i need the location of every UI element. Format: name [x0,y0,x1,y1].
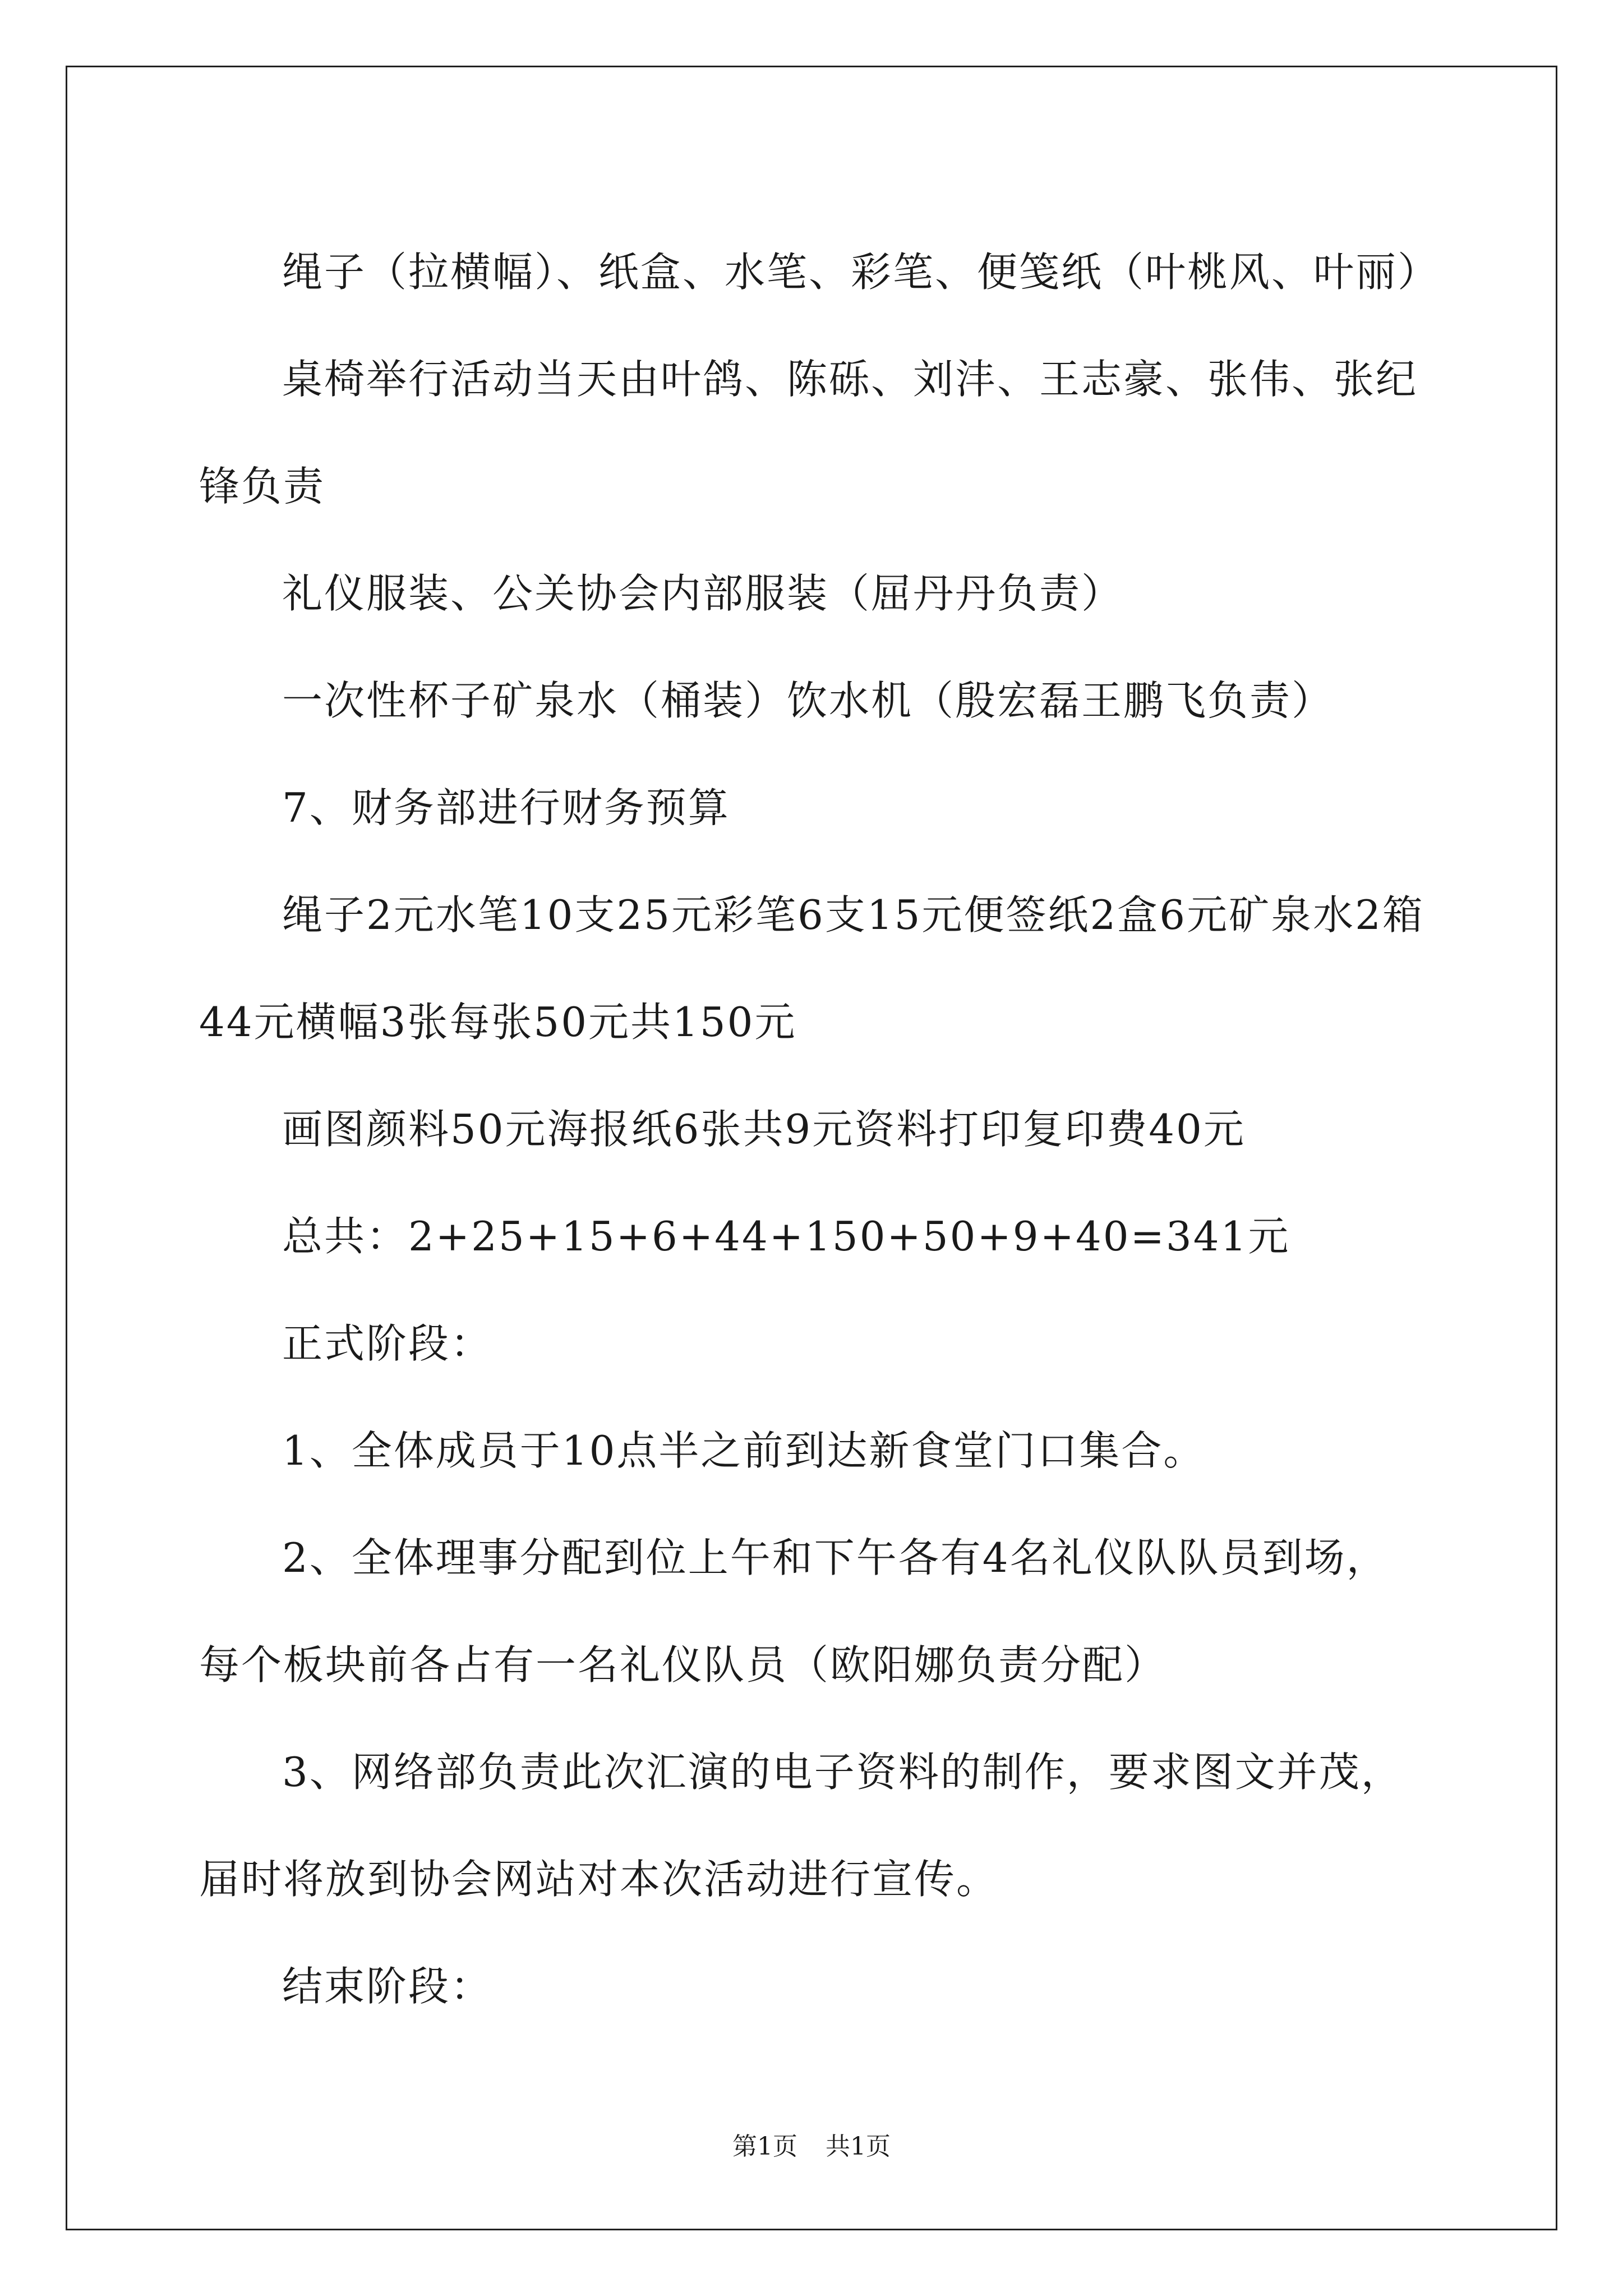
paragraph: 3、网络部负责此次汇演的电子资料的制作，要求图文并茂，届时将放到协会网站对本次活动进行宣传。 [199,1749,1403,1903]
paragraph: 7、财务部进行财务预算 [282,784,730,831]
paragraph: 画图颜料50元海报纸6张共9元资料打印复印费40元 [282,1106,1246,1153]
paragraph: 绳子（拉横幅）、纸盒、水笔、彩笔、便笺纸（叶桃风、叶丽） [282,249,1440,296]
paragraph: 2、全体理事分配到位上午和下午各有4名礼仪队队员到场，每个板块前各占有一名礼仪队员（欧阳娜负责分配） [199,1534,1389,1688]
paragraph: 桌椅举行活动当天由叶鸽、陈砾、刘沣、王志豪、张伟、张纪锋负责 [199,356,1418,510]
paragraph: 绳子2元水笔10支25元彩笔6支15元便签纸2盒6元矿泉水2箱44元横幅3张每张50元共150元 [199,891,1424,1046]
paragraph: 1、全体成员于10点半之前到达新食堂门口集合。 [282,1427,1206,1474]
document-body [199,219,1440,2040]
paragraph: 总共：2+25+15+6+44+150+50+9+40=341元 [282,1213,1290,1260]
page-count: 共1页 [826,2132,891,2161]
paragraph: 一次性杯子矿泉水（桶装）饮水机（殷宏磊王鹏飞负责） [282,677,1334,724]
page-number: 第1页 [732,2132,797,2161]
page-footer [0,2126,1623,2162]
paragraph: 结束阶段： [282,1963,493,2010]
paragraph: 正式阶段： [282,1320,493,1367]
paragraph: 礼仪服装、公关协会内部服装（屈丹丹负责） [282,570,1124,617]
